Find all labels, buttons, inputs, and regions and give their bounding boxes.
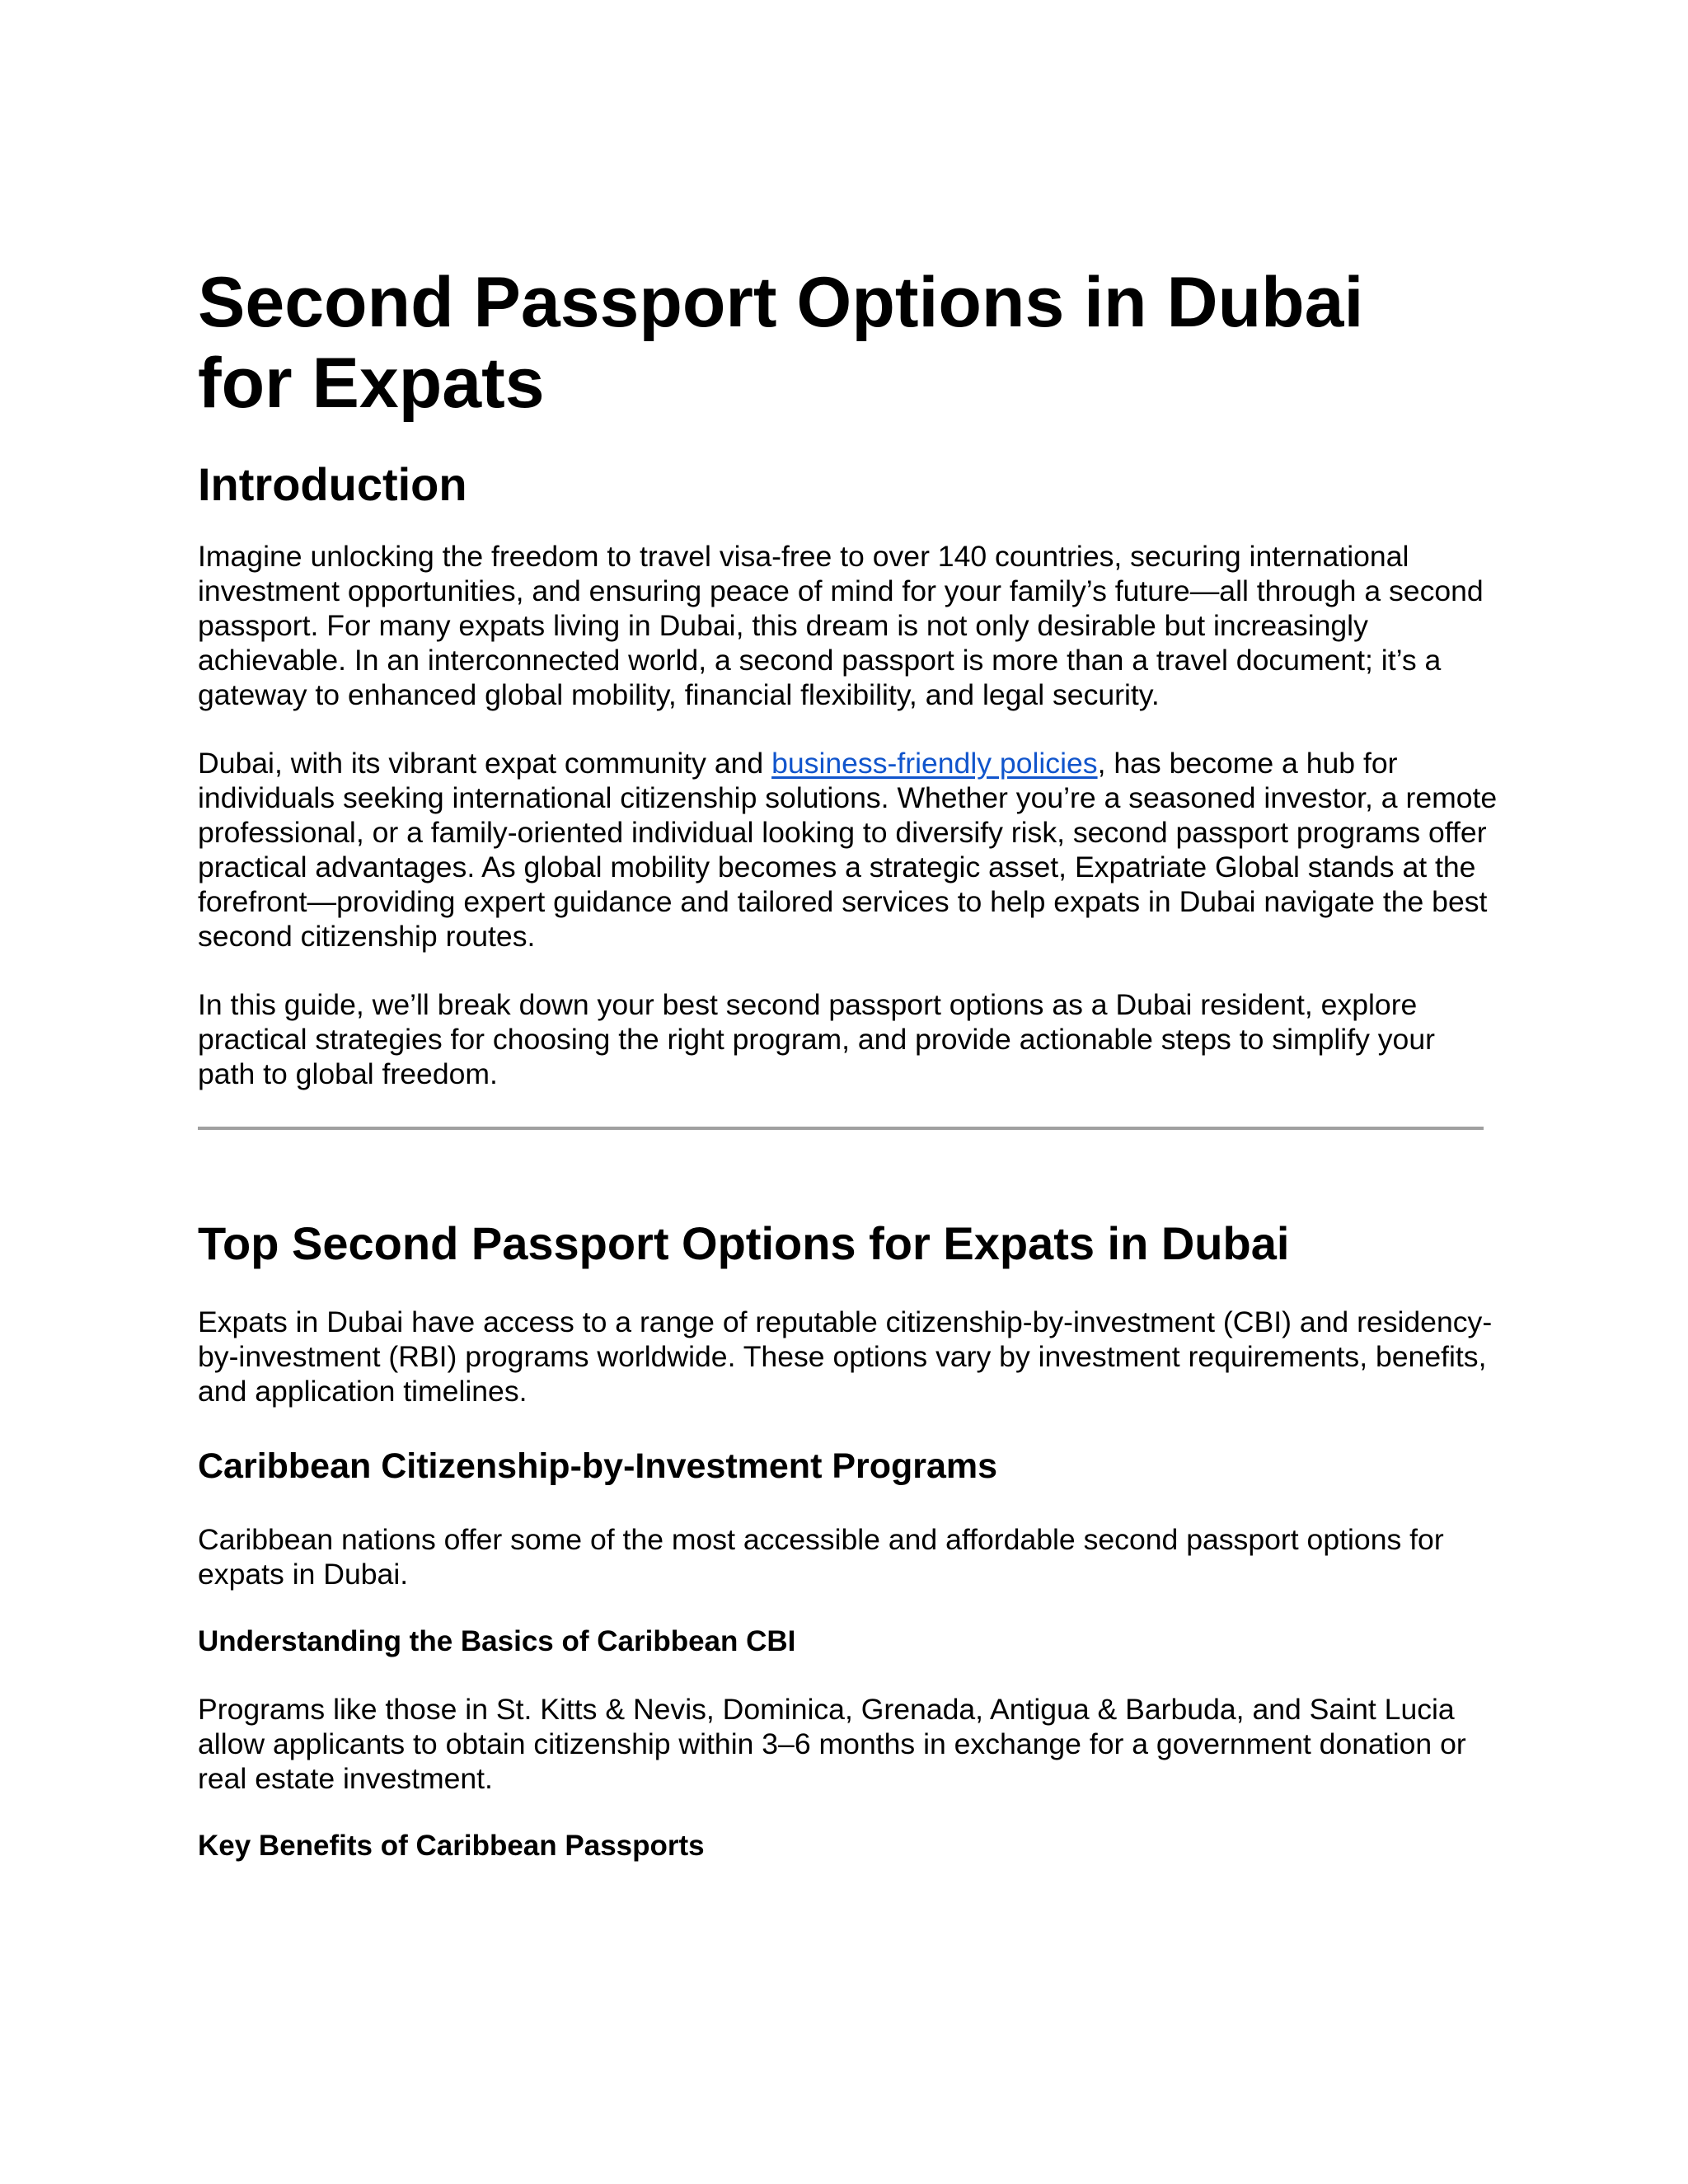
intro-paragraph-2 [198,746,1500,954]
top-options-paragraph: Expats in Dubai have access to a range of reputable citizenship-by-investment (CBI) and residency-by-investment (RBI) programs worldwide. These options vary by investment requirements, benefits, and application timelines. [198,1305,1493,1408]
caribbean-heading: Caribbean Citizenship-by-Investment Programs [198,1446,998,1486]
caribbean-benefits-heading: Key Benefits of Caribbean Passports [198,1830,705,1862]
section-divider [198,1127,1484,1130]
intro-paragraph-1: Imagine unlocking the freedom to travel visa-free to over 140 countries, securing international investment opportunities, and ensuring peace of mind for your family’s future—all through a second passport. For many expats living in Dubai, this dream is not only desirable but increasingly achievable. In an interconnected world, a second passport is more than a travel document; it’s a gateway to enhanced global mobility, financial flexibility, and legal security. [198,540,1484,711]
caribbean-basics-paragraph: Programs like those in St. Kitts & Nevis, Dominica, Grenada, Antigua & Barbuda, and Saint Lucia allow applicants to obtain citizenship within 3–6 months in exchange for a government donation or real estate investment. [198,1693,1466,1795]
document-title: Second Passport Options in Dubai for Expats [198,263,1364,423]
business-friendly-policies-link[interactable]: business-friendly policies [771,747,1098,780]
intro-heading: Introduction [198,458,467,510]
caribbean-basics-heading: Understanding the Basics of Caribbean CBI [198,1625,796,1657]
intro-paragraph-2-start: Dubai, with its vibrant expat community and [198,747,772,780]
intro-paragraph-3: In this guide, we’ll break down your best second passport options as a Dubai resident, explore practical strategies for choosing the right program, and provide actionable steps to simplify your path to global freedom. [198,988,1435,1090]
intro-paragraph-2-end: , has become a hub for individuals seeking international citizenship solutions. Whether you’re a seasoned investor, a remote professional, or a family-oriented individual looking to diversify risk, second passport programs offer practical advantages. As global mobility becomes a strategic asset, Expatriate Global stands at the forefront—providing expert guidance and tailored services to help expats in Dubai navigate the best second citizenship routes. [198,747,1498,953]
top-options-heading: Top Second Passport Options for Expats in Dubai [198,1217,1290,1269]
document-page [198,262,1500,1863]
caribbean-paragraph: Caribbean nations offer some of the most accessible and affordable second passport options for expats in Dubai. [198,1523,1444,1591]
